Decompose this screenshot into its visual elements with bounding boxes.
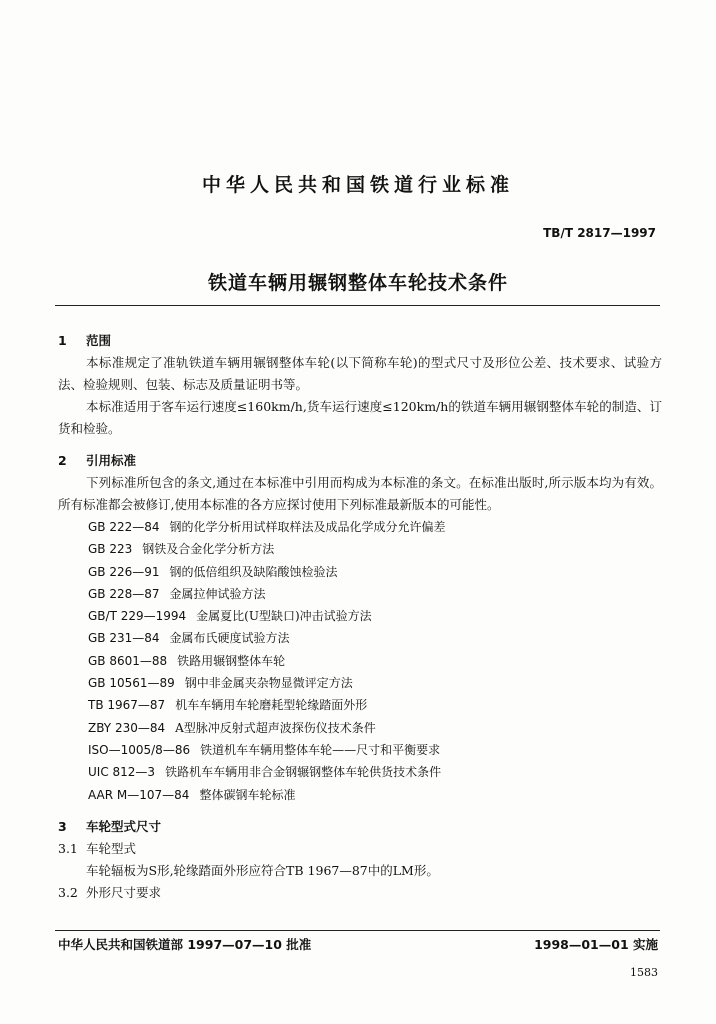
section-title: 引用标准	[86, 453, 137, 468]
reference-code: GB/T 229—1994	[88, 609, 187, 624]
standard-title: 中华人民共和国铁道行业标准	[201, 174, 514, 196]
reference-code: GB 228—87	[88, 586, 160, 601]
section-2-heading	[58, 450, 662, 472]
section-3-1-heading	[58, 838, 662, 860]
reference-title: 铁道机车车辆用整体车轮——尺寸和平衡要求	[200, 742, 441, 757]
reference-item	[58, 516, 662, 538]
reference-code: GB 226—91	[88, 564, 160, 579]
reference-title: 整体碳钢车轮标准	[199, 787, 296, 802]
subsection-title: 外形尺寸要求	[86, 884, 162, 900]
reference-item	[58, 694, 662, 716]
reference-code: GB 222—84	[88, 520, 160, 534]
subsection-number: 3.2	[58, 884, 78, 900]
reference-code: GB 231—84	[88, 631, 160, 646]
standard-code: TB/T 2817—1997	[543, 226, 656, 240]
reference-item	[58, 672, 662, 694]
section-1-paragraph-1: 本标准规定了准轨铁道车辆用辗钢整体车轮(以下简称车轮)的型式尺寸及形位公差、技术要求、试验方法、检验规则、包装、标志及质量证明书等。	[58, 355, 662, 392]
reference-item	[58, 784, 662, 806]
reference-title: 钢的低倍组织及缺陷酸蚀检验法	[169, 564, 338, 579]
bottom-divider	[55, 930, 660, 931]
reference-title: A型脉冲反射式超声波探伤仪技术条件	[175, 720, 376, 735]
reference-item	[58, 538, 662, 560]
reference-title: 铁路用辗钢整体车轮	[177, 653, 286, 668]
section-title: 范围	[86, 333, 112, 348]
reference-list	[58, 516, 662, 806]
approval-line: 中华人民共和国铁道部 1997—07—10 批准	[58, 937, 312, 952]
section-number: 3	[58, 818, 67, 834]
reference-code: GB 223	[88, 542, 133, 557]
reference-code: GB 10561—89	[88, 676, 175, 691]
reference-item	[58, 583, 662, 605]
reference-item	[58, 605, 662, 627]
section-3-heading	[58, 816, 662, 838]
reference-code: UIC 812—3	[88, 765, 156, 780]
reference-title: 金属拉伸试验方法	[169, 586, 266, 601]
section-1-heading	[58, 330, 662, 352]
document-title: 铁道车辆用辗钢整体车轮技术条件	[207, 272, 508, 294]
reference-code: GB 8601—88	[88, 653, 168, 668]
reference-title: 机车车辆用车轮磨耗型轮缘踏面外形	[175, 698, 368, 713]
section-3-1-paragraph: 车轮辐板为S形,轮缘踏面外形应符合TB 1967—87中的LM形。	[86, 862, 439, 878]
reference-code: ZBY 230—84	[88, 720, 166, 735]
top-divider	[55, 305, 660, 306]
reference-code: ISO—1005/8—86	[88, 742, 191, 757]
reference-title: 金属夏比(U型缺口)冲击试验方法	[196, 609, 372, 624]
reference-item	[58, 717, 662, 739]
section-title: 车轮型式尺寸	[86, 818, 162, 834]
effective-date: 1998—01—01 实施	[534, 937, 658, 952]
section-number: 1	[58, 333, 67, 348]
reference-title: 金属布氏硬度试验方法	[169, 631, 290, 646]
section-number: 2	[58, 453, 67, 468]
reference-item	[58, 761, 662, 783]
document-body	[58, 330, 662, 904]
reference-title: 钢铁及合金化学分析方法	[142, 542, 275, 557]
reference-item	[58, 627, 662, 649]
subsection-number: 3.1	[58, 840, 78, 856]
section-2-paragraph-1: 下列标准所包含的条文,通过在本标准中引用而构成为本标准的条文。在标准出版时,所示版本均为有效。所有标准都会被修订,使用本标准的各方应探讨使用下列标准最新版本的可能性。	[58, 475, 662, 512]
section-1-paragraph-2: 本标准适用于客车运行速度≤160km/h,货车运行速度≤120km/h的铁道车辆用辗钢整体车轮的制造、订货和检验。	[58, 399, 662, 436]
reference-code: TB 1967—87	[88, 698, 166, 713]
reference-item	[58, 739, 662, 761]
reference-title: 钢中非金属夹杂物显微评定方法	[184, 676, 353, 691]
page-number: 1583	[630, 966, 658, 979]
reference-title: 钢的化学分析用试样取样法及成品化学成分允许偏差	[169, 520, 446, 534]
reference-code: AAR M—107—84	[88, 787, 190, 802]
section-3-2-heading	[58, 882, 662, 904]
reference-item	[58, 561, 662, 583]
reference-title: 铁路机车车辆用非合金钢辗钢整体车轮供货技术条件	[165, 765, 442, 780]
subsection-title: 车轮型式	[86, 840, 137, 856]
reference-item	[58, 650, 662, 672]
